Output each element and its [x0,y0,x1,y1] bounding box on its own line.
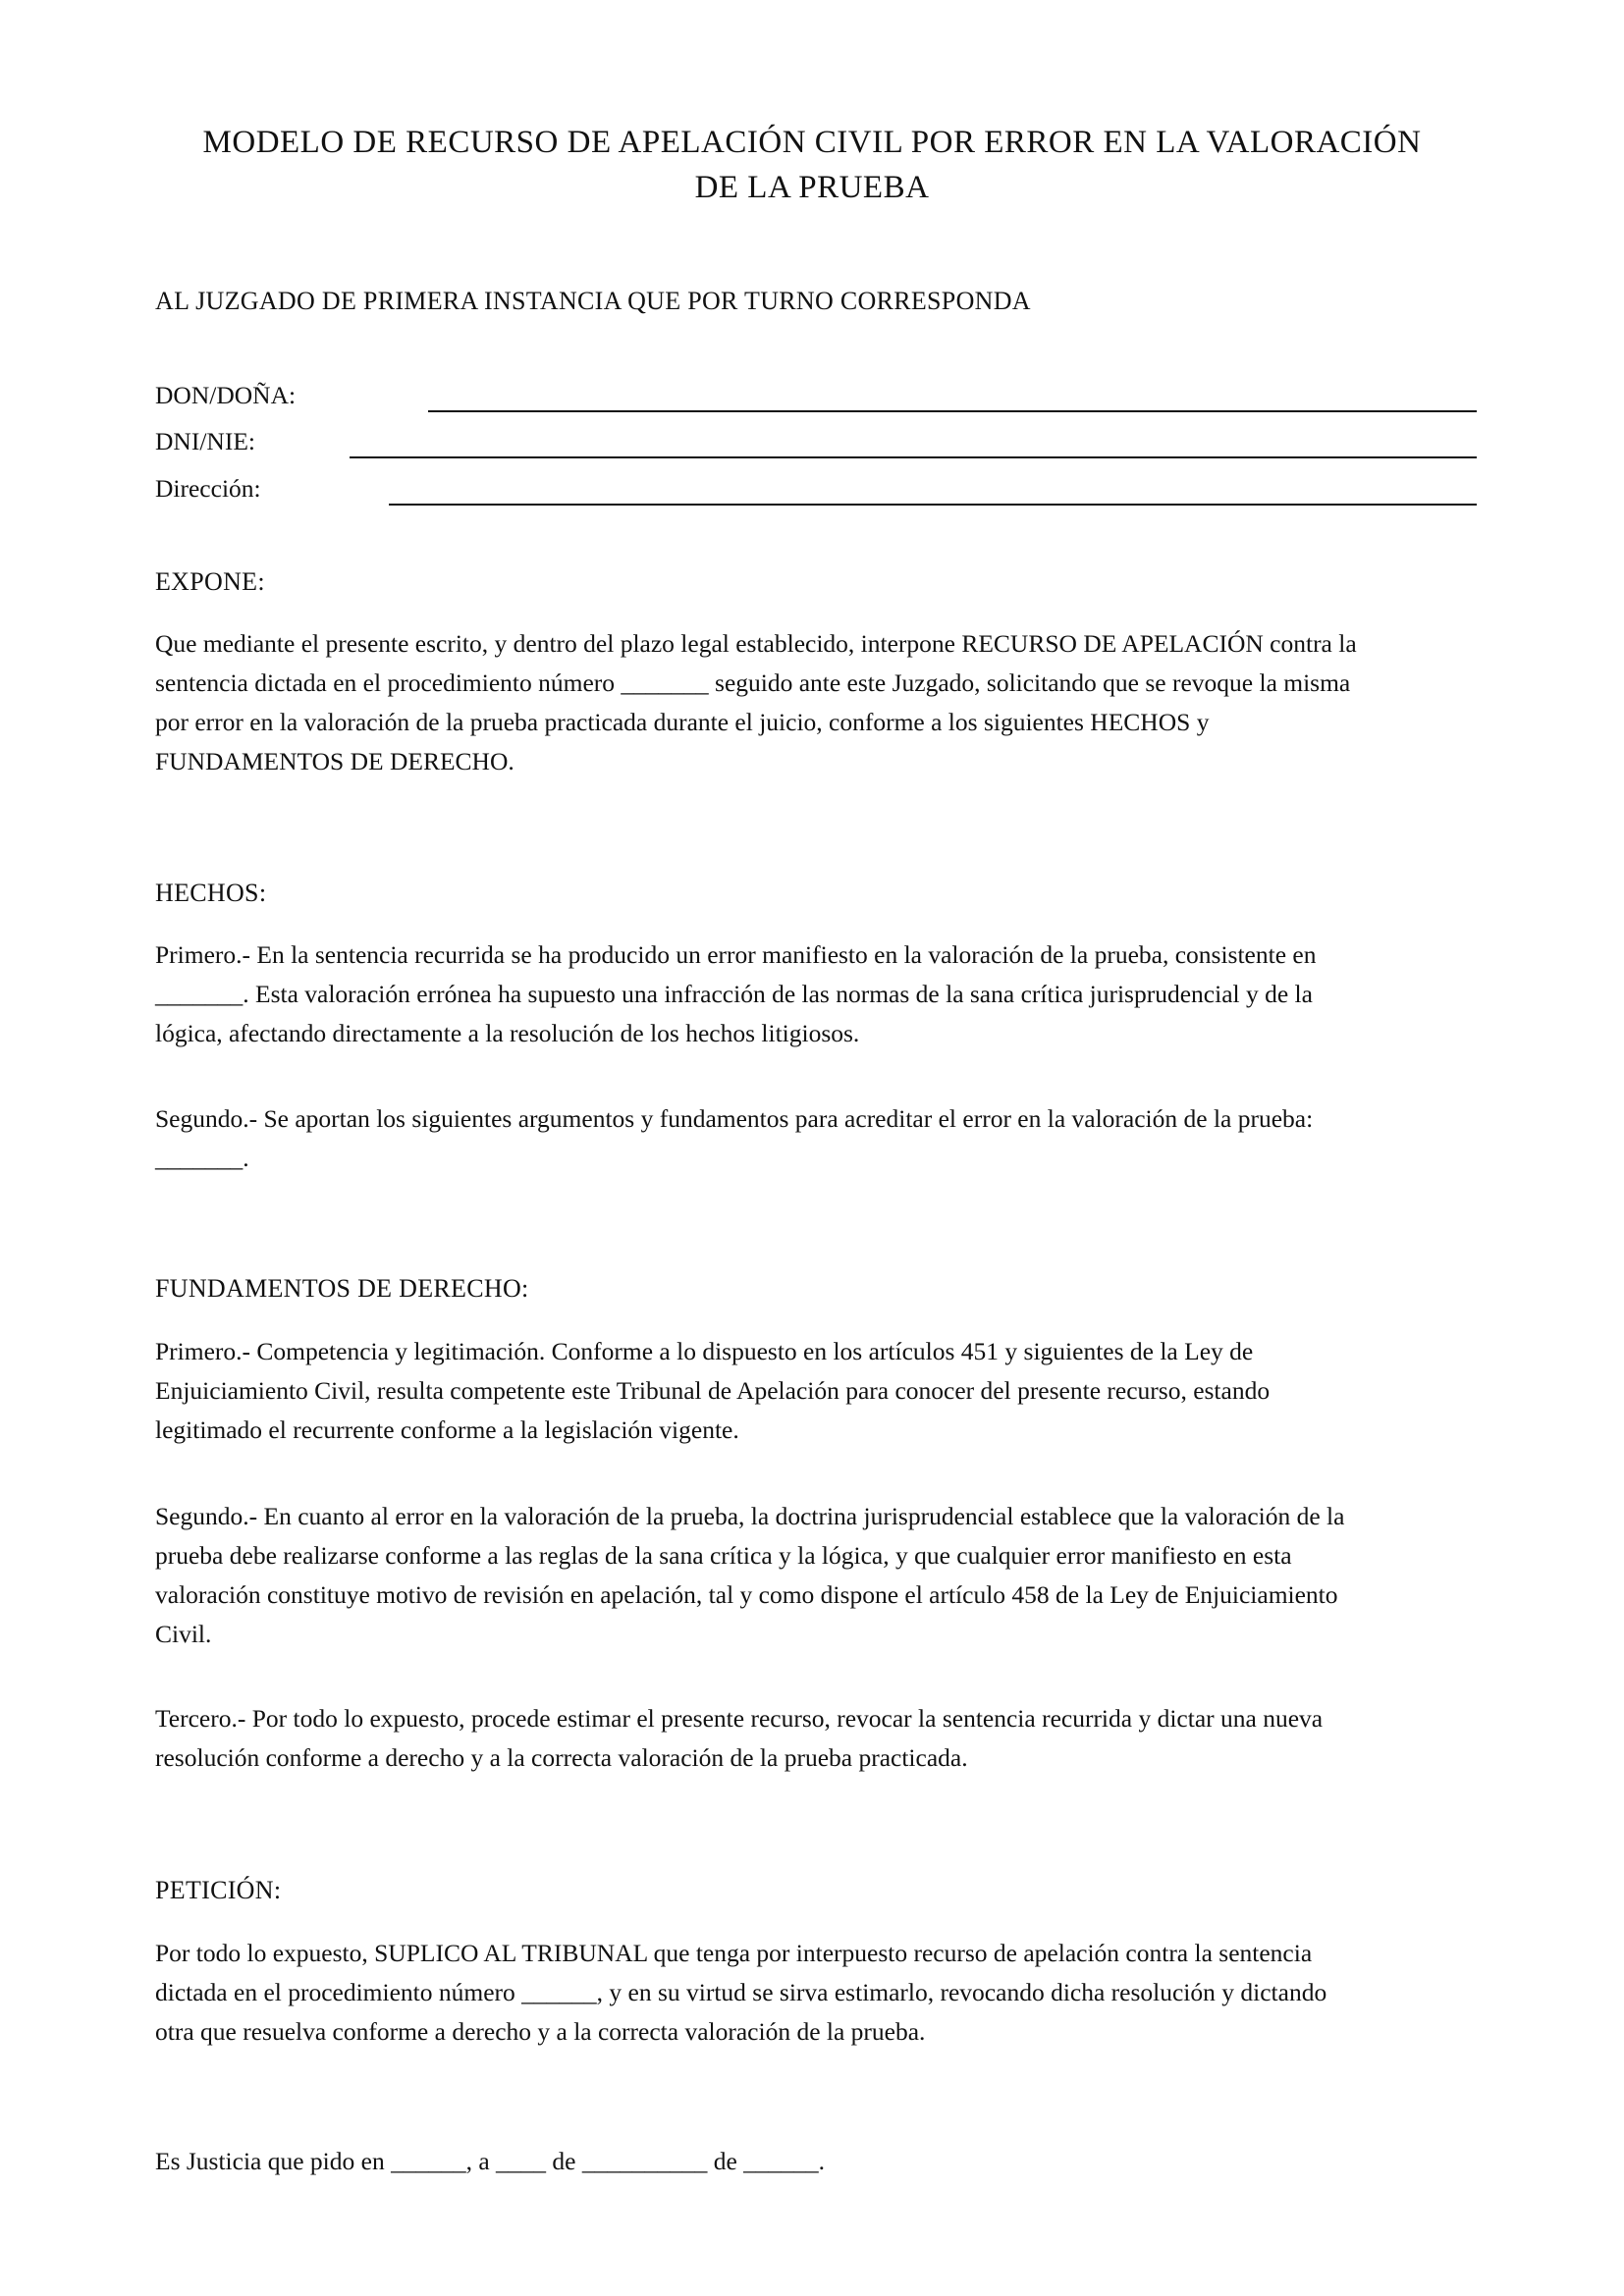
expone-line-4: FUNDAMENTOS DE DERECHO. [155,747,514,775]
fundamentos-segundo-paragraph [155,1497,1481,1654]
hechos-primero-paragraph [155,935,1481,1053]
fundamentos-segundo-line-3: valoración constituye motivo de revisión en apelación, tal y como dispone el artículo 458 de la Ley de Enjuiciamiento [155,1580,1338,1609]
peticion-heading: PETICIÓN: [155,1876,282,1904]
hechos-primero-line-2: _______. Esta valoración errónea ha supuesto una infracción de las normas de la sana crítica jurisprudencial y de la [155,980,1313,1008]
peticion-line-2: dictada en el procedimiento número ______, y en su virtud se sirva estimarlo, revocando dicha resolución y dictando [155,1978,1327,2006]
peticion-paragraph [155,1934,1481,2052]
hechos-heading: HECHOS: [155,879,267,907]
name-label: DON/DOÑA: [155,381,297,409]
fundamentos-tercero-paragraph [155,1699,1481,1778]
expone-heading: EXPONE: [155,567,265,596]
peticion-line-1: Por todo lo expuesto, SUPLICO AL TRIBUNAL que tenga por interpuesto recurso de apelación contra la sentencia [155,1939,1313,1967]
fundamentos-segundo-line-2: prueba debe realizarse conforme a las reglas de la sana crítica y la lógica, y que cualquier error manifiesto en esta [155,1541,1292,1570]
title-line-1: MODELO DE RECURSO DE APELACIÓN CIVIL POR ERROR EN LA VALORACIÓN [202,125,1422,160]
fundamentos-tercero-line-2: resolución conforme a derecho y a la correcta valoración de la prueba practicada. [155,1743,968,1772]
fundamentos-tercero-line-1: Tercero.- Por todo lo expuesto, procede estimar el presente recurso, revocar la sentencia recurrida y dictar una nueva [155,1704,1324,1733]
expone-line-2: sentencia dictada en el procedimiento número _______ seguido ante este Juzgado, solicitando que se revoque la misma [155,668,1351,697]
fundamentos-segundo-line-4: Civil. [155,1620,212,1648]
hechos-segundo-paragraph [155,1099,1481,1178]
hechos-segundo-line-2: _______. [155,1144,249,1172]
fundamentos-primero-line-3: legitimado el recurrente conforme a la legislación vigente. [155,1415,739,1444]
name-field-line[interactable] [428,410,1477,412]
id-label: DNI/NIE: [155,427,255,455]
hechos-primero-line-1: Primero.- En la sentencia recurrida se ha producido un error manifiesto en la valoración de la prueba, consistente en [155,940,1317,969]
document-title [147,120,1477,210]
fundamentos-primero-line-2: Enjuiciamiento Civil, resulta competente este Tribunal de Apelación para conocer del presente recurso, estando [155,1376,1271,1405]
closing-line: Es Justicia que pido en ______, a ____ de __________ de ______. [155,2147,826,2175]
fundamentos-heading: FUNDAMENTOS DE DERECHO: [155,1274,529,1303]
hechos-segundo-line-1: Segundo.- Se aportan los siguientes argumentos y fundamentos para acreditar el error en la valoración de la prueba: [155,1104,1314,1133]
title-line-2: DE LA PRUEBA [694,170,930,205]
address-field-line[interactable] [389,504,1477,506]
fundamentos-segundo-line-1: Segundo.- En cuanto al error en la valoración de la prueba, la doctrina jurisprudencial establece que la valoración de la [155,1502,1345,1530]
hechos-primero-line-3: lógica, afectando directamente a la resolución de los hechos litigiosos. [155,1019,860,1047]
fundamentos-primero-paragraph [155,1332,1481,1450]
expone-line-1: Que mediante el presente escrito, y dentro del plazo legal establecido, interpone RECURSO DE APELACIÓN contra la [155,629,1357,658]
addressee: AL JUZGADO DE PRIMERA INSTANCIA QUE POR TURNO CORRESPONDA [155,287,1031,315]
address-label: Dirección: [155,474,261,503]
peticion-line-3: otra que resuelva conforme a derecho y a la correcta valoración de la prueba. [155,2017,926,2046]
fundamentos-primero-line-1: Primero.- Competencia y legitimación. Conforme a lo dispuesto en los artículos 451 y siguientes de la Ley de [155,1337,1254,1365]
id-field-line[interactable] [350,456,1477,458]
expone-paragraph [155,624,1481,781]
expone-line-3: por error en la valoración de la prueba practicada durante el juicio, conforme a los siguientes HECHOS y [155,708,1210,736]
